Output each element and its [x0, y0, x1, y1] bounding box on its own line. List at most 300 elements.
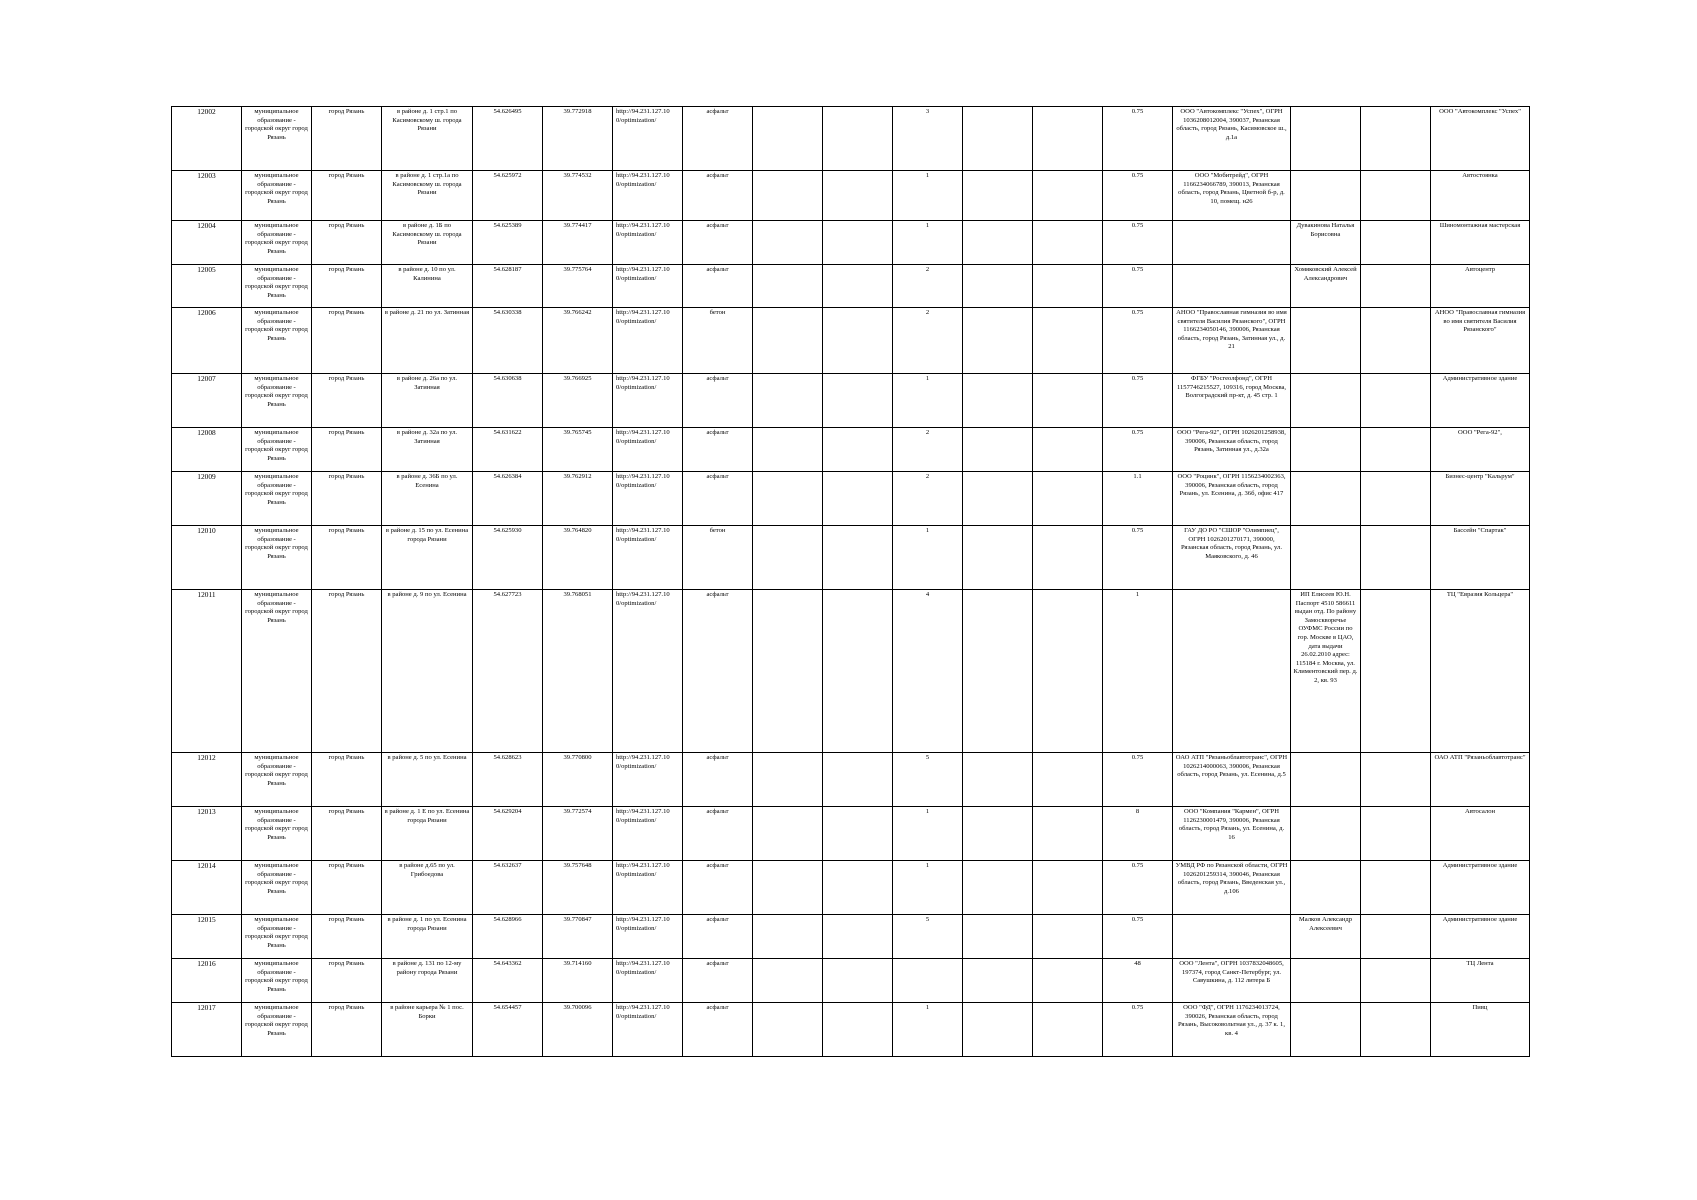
cell-col9: [753, 428, 823, 472]
cell-places: 1: [893, 374, 963, 428]
cell-col12: [963, 590, 1033, 753]
cell-col9: [753, 526, 823, 590]
cell-individual: [1291, 472, 1361, 526]
cell-area: 0.75: [1103, 526, 1173, 590]
cell-address: в районе д. 1 Е по ул. Есенина города Рязани: [382, 807, 473, 861]
cell-municipality: муниципальное образование - городской округ город Рязань: [242, 308, 312, 374]
cell-address: в районе д. 21 по ул. Затинная: [382, 308, 473, 374]
cell-address: в районе карьера № 1 пос. Борки: [382, 1003, 473, 1057]
cell-latitude: 54.625930: [473, 526, 543, 590]
cell-owner: АНОО "Православная гимназия во имя святителя Василия Рязанского", ОГРН 1166234050146, 390006, Рязанская область, город Рязань, Затинная ул., д. 21: [1173, 308, 1291, 374]
cell-col10: [823, 308, 893, 374]
cell-object: Автоцентр: [1431, 265, 1530, 308]
cell-individual: [1291, 753, 1361, 807]
cell-col17: [1361, 1003, 1431, 1057]
cell-latitude: 54.628623: [473, 753, 543, 807]
cell-url: http://94.231.127.10 0/optimization/: [613, 308, 683, 374]
cell-municipality: муниципальное образование - городской округ город Рязань: [242, 265, 312, 308]
cell-municipality: муниципальное образование - городской округ город Рязань: [242, 428, 312, 472]
cell-owner: [1173, 915, 1291, 959]
cell-area: 0.75: [1103, 308, 1173, 374]
cell-surface: асфальт: [683, 590, 753, 753]
cell-id: 12007: [172, 374, 242, 428]
cell-municipality: муниципальное образование - городской округ город Рязань: [242, 753, 312, 807]
cell-address: в районе д. 1 стр.1 по Касимовскому ш. города Рязани: [382, 107, 473, 171]
cell-address: в районе д. 5 по ул. Есенина: [382, 753, 473, 807]
table-row: [172, 221, 1530, 265]
cell-settlement: город Рязань: [312, 171, 382, 221]
cell-col17: [1361, 265, 1431, 308]
cell-col10: [823, 221, 893, 265]
cell-col13: [1033, 861, 1103, 915]
cell-col13: [1033, 1003, 1103, 1057]
cell-latitude: 54.630638: [473, 374, 543, 428]
cell-surface: бетон: [683, 308, 753, 374]
cell-latitude: 54.625972: [473, 171, 543, 221]
table-row: [172, 428, 1530, 472]
cell-col12: [963, 959, 1033, 1003]
cell-area: 0.75: [1103, 374, 1173, 428]
cell-owner: [1173, 221, 1291, 265]
cell-col13: [1033, 107, 1103, 171]
cell-col12: [963, 308, 1033, 374]
cell-individual: ИП Елисеев Ю.Н. Паспорт 4510 586611 выдан отд. По району Замоскворечье ОУФМС России по гор. Москве в ЦАО, дата выдачи 26.02.2010 адрес: 115184 г. Москва, ул. Климентовский пер. д. 2, кв. 93: [1291, 590, 1361, 753]
cell-owner: [1173, 590, 1291, 753]
cell-col17: [1361, 428, 1431, 472]
cell-surface: асфальт: [683, 472, 753, 526]
cell-owner: ООО "Лента", ОГРН 1037832048605, 197374, город Санкт-Петербург, ул. Савушкина, д. 112 литера Б: [1173, 959, 1291, 1003]
cell-area: 48: [1103, 959, 1173, 1003]
cell-col13: [1033, 171, 1103, 221]
cell-surface: бетон: [683, 526, 753, 590]
cell-individual: Хомяковский Алексей Александрович: [1291, 265, 1361, 308]
cell-url: http://94.231.127.10 0/optimization/: [613, 590, 683, 753]
cell-places: 5: [893, 915, 963, 959]
cell-col13: [1033, 308, 1103, 374]
cell-col9: [753, 308, 823, 374]
cell-surface: асфальт: [683, 753, 753, 807]
cell-owner: ООО "Роцинк", ОГРН 1156234002363, 390006, Рязанская область, город Рязань, ул. Есенина, д. 36б, офис 417: [1173, 472, 1291, 526]
cell-col12: [963, 428, 1033, 472]
cell-individual: Дувакинова Наталья Борисовна: [1291, 221, 1361, 265]
cell-col9: [753, 1003, 823, 1057]
table-row: [172, 265, 1530, 308]
cell-col17: [1361, 221, 1431, 265]
cell-settlement: город Рязань: [312, 807, 382, 861]
cell-latitude: 54.625389: [473, 221, 543, 265]
cell-col13: [1033, 807, 1103, 861]
cell-address: в районе д. 36Б по ул. Есенина: [382, 472, 473, 526]
cell-col12: [963, 807, 1033, 861]
cell-address: в районе д. 1Б по Касимовскому ш. города Рязани: [382, 221, 473, 265]
cell-col9: [753, 915, 823, 959]
cell-latitude: 54.643362: [473, 959, 543, 1003]
cell-longitude: 39.774417: [543, 221, 613, 265]
cell-individual: [1291, 374, 1361, 428]
cell-url: http://94.231.127.10 0/optimization/: [613, 807, 683, 861]
cell-latitude: 54.630338: [473, 308, 543, 374]
cell-url: http://94.231.127.10 0/optimization/: [613, 265, 683, 308]
cell-col12: [963, 1003, 1033, 1057]
cell-places: 1: [893, 861, 963, 915]
cell-owner: ООО "Автокомплекс "Успех", ОГРН 1036208012004, 390037, Рязанская область, город Рязань, Касимовское ш., д.1а: [1173, 107, 1291, 171]
cell-url: http://94.231.127.10 0/optimization/: [613, 861, 683, 915]
cell-individual: [1291, 1003, 1361, 1057]
cell-col17: [1361, 107, 1431, 171]
cell-settlement: город Рязань: [312, 265, 382, 308]
cell-settlement: город Рязань: [312, 472, 382, 526]
cell-municipality: муниципальное образование - городской округ город Рязань: [242, 590, 312, 753]
cell-col13: [1033, 915, 1103, 959]
cell-object: Административное здание: [1431, 374, 1530, 428]
cell-places: [893, 959, 963, 1003]
cell-object: Автостоянка: [1431, 171, 1530, 221]
cell-settlement: город Рязань: [312, 308, 382, 374]
table-row: [172, 915, 1530, 959]
cell-col10: [823, 428, 893, 472]
cell-col17: [1361, 590, 1431, 753]
cell-object: Шиномонтажная мастерская: [1431, 221, 1530, 265]
table-row: [172, 861, 1530, 915]
table-row: [172, 171, 1530, 221]
cell-col12: [963, 472, 1033, 526]
cell-settlement: город Рязань: [312, 959, 382, 1003]
cell-area: 0.75: [1103, 861, 1173, 915]
cell-col17: [1361, 308, 1431, 374]
cell-col12: [963, 265, 1033, 308]
cell-col10: [823, 959, 893, 1003]
cell-individual: Малков Александр Алексеевич: [1291, 915, 1361, 959]
cell-surface: асфальт: [683, 861, 753, 915]
cell-id: 12010: [172, 526, 242, 590]
cell-col13: [1033, 265, 1103, 308]
cell-longitude: 39.700096: [543, 1003, 613, 1057]
cell-places: 1: [893, 526, 963, 590]
cell-col17: [1361, 171, 1431, 221]
cell-col17: [1361, 959, 1431, 1003]
cell-col9: [753, 807, 823, 861]
cell-col13: [1033, 590, 1103, 753]
cell-latitude: 54.654457: [473, 1003, 543, 1057]
cell-owner: УМВД РФ по Рязанской области, ОГРН 1026201259314, 390046, Рязанская область, город Рязань, Введенская ул., д.106: [1173, 861, 1291, 915]
cell-places: 1: [893, 221, 963, 265]
cell-address: в районе д. 1 по ул. Есенина города Рязани: [382, 915, 473, 959]
table-row: [172, 526, 1530, 590]
cell-surface: асфальт: [683, 428, 753, 472]
cell-object: Административное здание: [1431, 915, 1530, 959]
cell-municipality: муниципальное образование - городской округ город Рязань: [242, 171, 312, 221]
cell-url: http://94.231.127.10 0/optimization/: [613, 428, 683, 472]
cell-url: http://94.231.127.10 0/optimization/: [613, 107, 683, 171]
table-body: [172, 107, 1530, 1057]
cell-settlement: город Рязань: [312, 107, 382, 171]
cell-settlement: город Рязань: [312, 861, 382, 915]
cell-surface: асфальт: [683, 107, 753, 171]
cell-col17: [1361, 753, 1431, 807]
cell-id: 12014: [172, 861, 242, 915]
cell-col12: [963, 107, 1033, 171]
table-row: [172, 1003, 1530, 1057]
cell-settlement: город Рязань: [312, 526, 382, 590]
cell-longitude: 39.757648: [543, 861, 613, 915]
cell-object: Бассейн "Спартак": [1431, 526, 1530, 590]
cell-area: 0.75: [1103, 265, 1173, 308]
cell-url: http://94.231.127.10 0/optimization/: [613, 171, 683, 221]
cell-col17: [1361, 915, 1431, 959]
cell-area: 1: [1103, 590, 1173, 753]
cell-surface: асфальт: [683, 171, 753, 221]
cell-settlement: город Рязань: [312, 428, 382, 472]
cell-col13: [1033, 526, 1103, 590]
cell-col9: [753, 590, 823, 753]
cell-object: Пивц: [1431, 1003, 1530, 1057]
cell-col9: [753, 753, 823, 807]
cell-address: в районе д. 10 по ул. Калинина: [382, 265, 473, 308]
cell-surface: асфальт: [683, 915, 753, 959]
cell-area: 0.75: [1103, 428, 1173, 472]
cell-owner: ГАУ ДО РО "СШОР "Олимпиец", ОГРН 1026201270171, 390000, Рязанская область, город Рязань, ул. Маяковского, д. 46: [1173, 526, 1291, 590]
cell-url: http://94.231.127.10 0/optimization/: [613, 1003, 683, 1057]
cell-area: 0.75: [1103, 915, 1173, 959]
cell-address: в районе д.65 по ул. Грибоедова: [382, 861, 473, 915]
cell-places: 1: [893, 171, 963, 221]
cell-col17: [1361, 526, 1431, 590]
cell-id: 12003: [172, 171, 242, 221]
cell-object: Административное здание: [1431, 861, 1530, 915]
cell-owner: ФГБУ "Росгеолфонд", ОГРН 1157746215527, 109316, город Москва, Волгоградский пр-кт, д. 45 стр. 1: [1173, 374, 1291, 428]
cell-col10: [823, 861, 893, 915]
cell-col10: [823, 107, 893, 171]
cell-individual: [1291, 171, 1361, 221]
cell-longitude: 39.772918: [543, 107, 613, 171]
cell-municipality: муниципальное образование - городской округ город Рязань: [242, 526, 312, 590]
cell-municipality: муниципальное образование - городской округ город Рязань: [242, 915, 312, 959]
cell-longitude: 39.764820: [543, 526, 613, 590]
cell-url: http://94.231.127.10 0/optimization/: [613, 221, 683, 265]
cell-object: ООО "Рега-92",: [1431, 428, 1530, 472]
cell-url: http://94.231.127.10 0/optimization/: [613, 915, 683, 959]
cell-col17: [1361, 807, 1431, 861]
cell-municipality: муниципальное образование - городской округ город Рязань: [242, 221, 312, 265]
cell-col9: [753, 107, 823, 171]
cell-col12: [963, 171, 1033, 221]
cell-url: http://94.231.127.10 0/optimization/: [613, 374, 683, 428]
cell-id: 12002: [172, 107, 242, 171]
document-page: [171, 106, 1530, 1057]
cell-url: http://94.231.127.10 0/optimization/: [613, 472, 683, 526]
cell-longitude: 39.762912: [543, 472, 613, 526]
cell-object: ТЦ "Евразия Кольцера": [1431, 590, 1530, 753]
cell-id: 12006: [172, 308, 242, 374]
cell-settlement: город Рязань: [312, 374, 382, 428]
cell-settlement: город Рязань: [312, 590, 382, 753]
cell-area: 0.75: [1103, 171, 1173, 221]
cell-surface: асфальт: [683, 265, 753, 308]
cell-id: 12017: [172, 1003, 242, 1057]
cell-settlement: город Рязань: [312, 221, 382, 265]
cell-longitude: 39.768051: [543, 590, 613, 753]
cell-col9: [753, 472, 823, 526]
cell-url: http://94.231.127.10 0/optimization/: [613, 753, 683, 807]
cell-id: 12009: [172, 472, 242, 526]
cell-col13: [1033, 374, 1103, 428]
cell-address: в районе д. 1 стр.1а по Касимовскому ш. города Рязани: [382, 171, 473, 221]
cell-latitude: 54.627723: [473, 590, 543, 753]
cell-address: в районе д. 131 по 12-му району города Рязани: [382, 959, 473, 1003]
cell-col10: [823, 526, 893, 590]
cell-municipality: муниципальное образование - городской округ город Рязань: [242, 1003, 312, 1057]
cell-owner: [1173, 265, 1291, 308]
cell-individual: [1291, 526, 1361, 590]
cell-address: в районе д. 32а по ул. Затинная: [382, 428, 473, 472]
cell-url: http://94.231.127.10 0/optimization/: [613, 526, 683, 590]
cell-col9: [753, 171, 823, 221]
cell-address: в районе д. 9 по ул. Есенина: [382, 590, 473, 753]
cell-id: 12005: [172, 265, 242, 308]
cell-col12: [963, 221, 1033, 265]
cell-object: ООО "Автокомплекс "Успех": [1431, 107, 1530, 171]
cell-address: в районе д. 15 по ул. Есенина города Рязани: [382, 526, 473, 590]
cell-surface: асфальт: [683, 1003, 753, 1057]
cell-municipality: муниципальное образование - городской округ город Рязань: [242, 374, 312, 428]
cell-owner: ОАО АТП "Рязаньоблавтотранс", ОГРН 1026214000063, 390006, Рязанская область, город Рязань, ул. Есенина, д.5: [1173, 753, 1291, 807]
cell-longitude: 39.766242: [543, 308, 613, 374]
cell-surface: асфальт: [683, 221, 753, 265]
cell-places: 1: [893, 1003, 963, 1057]
cell-col13: [1033, 221, 1103, 265]
cell-col17: [1361, 861, 1431, 915]
cell-individual: [1291, 807, 1361, 861]
cell-municipality: муниципальное образование - городской округ город Рязань: [242, 107, 312, 171]
cell-object: ТЦ Лента: [1431, 959, 1530, 1003]
cell-places: 4: [893, 590, 963, 753]
cell-col10: [823, 1003, 893, 1057]
cell-id: 12015: [172, 915, 242, 959]
cell-individual: [1291, 107, 1361, 171]
cell-id: 12012: [172, 753, 242, 807]
cell-object: Автосалон: [1431, 807, 1530, 861]
cell-latitude: 54.632637: [473, 861, 543, 915]
cell-longitude: 39.772574: [543, 807, 613, 861]
cell-col12: [963, 526, 1033, 590]
table-row: [172, 472, 1530, 526]
cell-individual: [1291, 428, 1361, 472]
cell-individual: [1291, 308, 1361, 374]
cell-address: в районе д. 26а по ул. Затинная: [382, 374, 473, 428]
cell-id: 12008: [172, 428, 242, 472]
cell-places: 5: [893, 753, 963, 807]
cell-longitude: 39.775764: [543, 265, 613, 308]
cell-id: 12013: [172, 807, 242, 861]
cell-id: 12004: [172, 221, 242, 265]
cell-municipality: муниципальное образование - городской округ город Рязань: [242, 807, 312, 861]
cell-area: 0.75: [1103, 221, 1173, 265]
cell-col9: [753, 374, 823, 428]
cell-latitude: 54.629204: [473, 807, 543, 861]
cell-places: 2: [893, 428, 963, 472]
table-row: [172, 107, 1530, 171]
cell-individual: [1291, 959, 1361, 1003]
cell-municipality: муниципальное образование - городской округ город Рязань: [242, 472, 312, 526]
cell-latitude: 54.631622: [473, 428, 543, 472]
cell-id: 12016: [172, 959, 242, 1003]
cell-col9: [753, 861, 823, 915]
cell-col12: [963, 915, 1033, 959]
cell-col12: [963, 753, 1033, 807]
cell-latitude: 54.626384: [473, 472, 543, 526]
table-row: [172, 959, 1530, 1003]
cell-places: 2: [893, 308, 963, 374]
cell-surface: асфальт: [683, 807, 753, 861]
table-row: [172, 807, 1530, 861]
cell-places: 2: [893, 472, 963, 526]
cell-owner: ООО "Рега-92", ОГРН 1026201258938, 390006, Рязанская область, город Рязань, Затинная ул., д.32а: [1173, 428, 1291, 472]
cell-longitude: 39.766925: [543, 374, 613, 428]
cell-latitude: 54.628966: [473, 915, 543, 959]
cell-col10: [823, 374, 893, 428]
cell-longitude: 39.770847: [543, 915, 613, 959]
cell-owner: ООО "Компания "Кармен", ОГРН 1126230001479, 390006, Рязанская область, город Рязань, ул. Есенина, д. 16: [1173, 807, 1291, 861]
cell-places: 1: [893, 807, 963, 861]
cell-col9: [753, 221, 823, 265]
cell-col10: [823, 915, 893, 959]
cell-longitude: 39.774532: [543, 171, 613, 221]
cell-area: 8: [1103, 807, 1173, 861]
cell-object: Бизнес-центр "Кальрум": [1431, 472, 1530, 526]
table-row: [172, 590, 1530, 753]
cell-area: 0.75: [1103, 753, 1173, 807]
cell-col13: [1033, 753, 1103, 807]
table-row: [172, 308, 1530, 374]
cell-municipality: муниципальное образование - городской округ город Рязань: [242, 959, 312, 1003]
cell-places: 3: [893, 107, 963, 171]
cell-col10: [823, 590, 893, 753]
cell-object: ОАО АТП "Рязаньоблавтотранс": [1431, 753, 1530, 807]
cell-longitude: 39.765745: [543, 428, 613, 472]
cell-longitude: 39.714160: [543, 959, 613, 1003]
cell-col12: [963, 374, 1033, 428]
cell-latitude: 54.628187: [473, 265, 543, 308]
cell-surface: асфальт: [683, 374, 753, 428]
cell-col17: [1361, 472, 1431, 526]
cell-latitude: 54.626495: [473, 107, 543, 171]
cell-settlement: город Рязань: [312, 915, 382, 959]
cell-col12: [963, 861, 1033, 915]
cell-object: АНОО "Православная гимназия во имя святителя Василия Рязанского": [1431, 308, 1530, 374]
table-row: [172, 374, 1530, 428]
cell-col10: [823, 753, 893, 807]
cell-col10: [823, 472, 893, 526]
cell-owner: ООО "ФД", ОГРН 1176234013724, 390026, Рязанская область, город Рязань, Высоковольтная ул., д. 37 к. 1, кв. 4: [1173, 1003, 1291, 1057]
cell-col13: [1033, 428, 1103, 472]
cell-col10: [823, 265, 893, 308]
cell-col13: [1033, 472, 1103, 526]
cell-col9: [753, 265, 823, 308]
cell-longitude: 39.770800: [543, 753, 613, 807]
cell-area: 0.75: [1103, 107, 1173, 171]
cell-col9: [753, 959, 823, 1003]
cell-owner: ООО "Мобитрейд", ОГРН 1166234066789, 390013, Рязанская область, город Рязань, Цветной б-р, д. 10, помещ. н26: [1173, 171, 1291, 221]
cell-col10: [823, 171, 893, 221]
cell-url: http://94.231.127.10 0/optimization/: [613, 959, 683, 1003]
cell-id: 12011: [172, 590, 242, 753]
cell-area: 0.75: [1103, 1003, 1173, 1057]
parking-registry-table: [171, 106, 1530, 1057]
table-row: [172, 753, 1530, 807]
cell-settlement: город Рязань: [312, 753, 382, 807]
cell-municipality: муниципальное образование - городской округ город Рязань: [242, 861, 312, 915]
cell-area: 1.1: [1103, 472, 1173, 526]
